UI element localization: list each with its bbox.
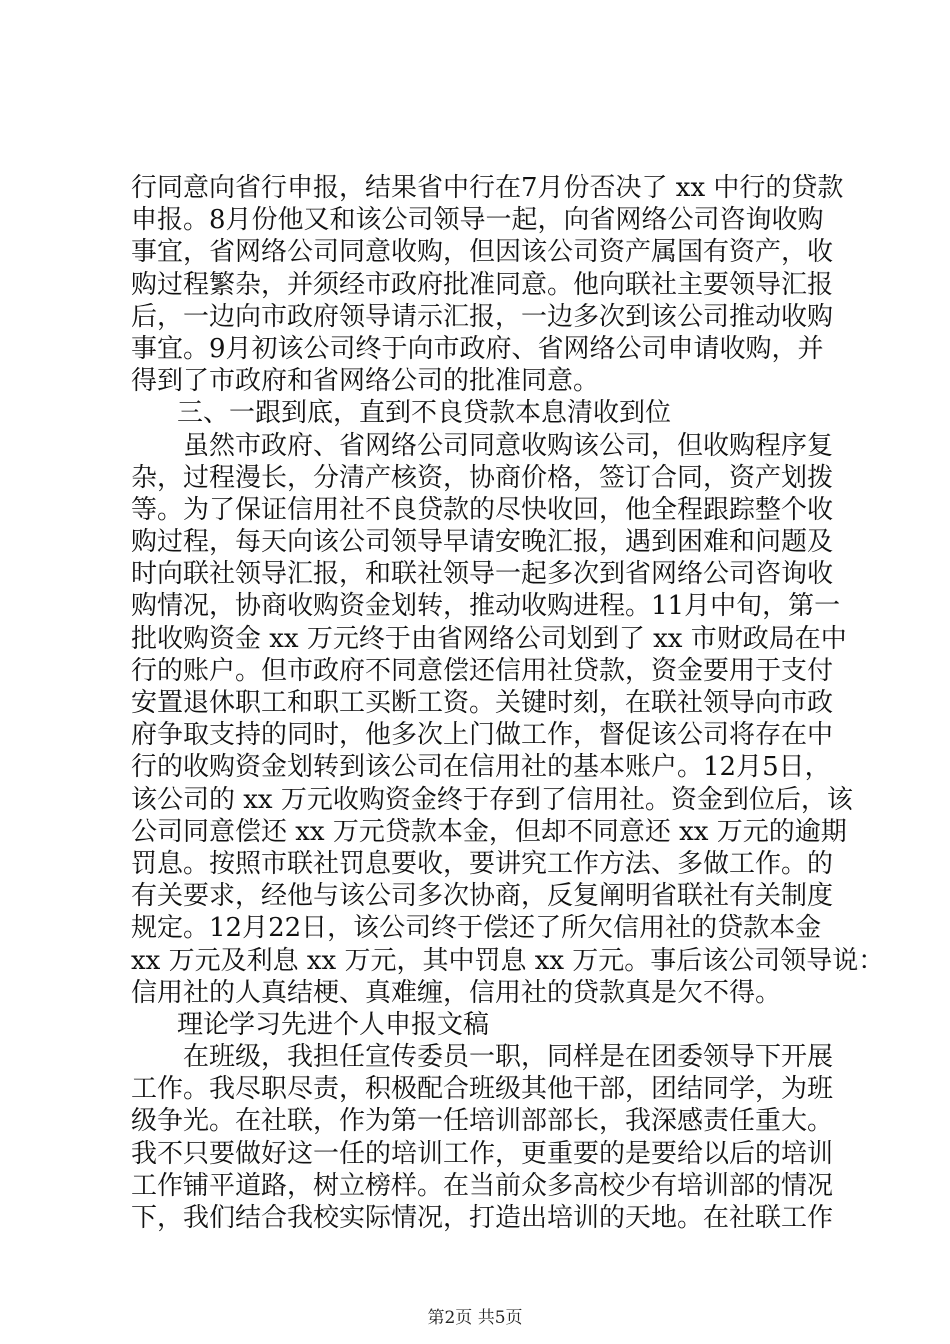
- document-body: [131, 172, 885, 1234]
- section-heading: 三、一跟到底，直到不良贷款本息清收到位: [177, 398, 672, 429]
- text-line: 信用社的人真结梗、真难缠，信用社的贷款真是欠不得。: [131, 977, 782, 1008]
- text-line: 购情况，协商收购资金划转，推动收购进程。11月中旬，第一: [131, 591, 841, 622]
- text-line: 得到了市政府和省网络公司的批准同意。: [131, 366, 600, 397]
- text-line: 虽然市政府、省网络公司同意收购该公司，但收购程序复: [183, 430, 834, 461]
- text-line: 购过程繁杂，并须经市政府批准同意。他向联社主要领导汇报: [131, 269, 834, 300]
- page-footer: 第2页 共5页: [427, 1308, 523, 1328]
- text-line: 罚息。按照市联社罚息要收，要讲究工作方法、多做工作。的: [131, 848, 834, 879]
- text-line: 行的收购资金划转到该公司在信用社的基本账户。12月5日，: [131, 752, 831, 783]
- text-line: 规定。12月22日，该公司终于偿还了所欠信用社的贷款本金: [131, 913, 822, 944]
- text-line: 在班级，我担任宣传委员一职，同样是在团委领导下开展: [183, 1042, 834, 1073]
- text-line: 等。为了保证信用社不良贷款的尽快收回，他全程跟踪整个收: [131, 494, 834, 525]
- text-line: 行同意向省行申报，结果省中行在7月份否决了 xx 中行的贷款: [131, 173, 844, 203]
- text-line: 级争光。在社联，作为第一任培训部部长，我深感责任重大。: [131, 1106, 834, 1137]
- text-line: 杂，过程漫长，分清产核资，协商价格，签订合同，资产划拨: [131, 462, 834, 493]
- text-line: 安置退休职工和职工买断工资。关键时刻，在联社领导向市政: [131, 688, 834, 718]
- text-line: 行的账户。但市政府不同意偿还信用社贷款，资金要用于支付: [131, 655, 834, 686]
- text-line: 该公司的 xx 万元收购资金终于存到了信用社。资金到位后，该: [131, 784, 853, 815]
- section-heading: 理论学习先进个人申报文稿: [177, 1009, 490, 1040]
- text-line: 工作。我尽职尽责，积极配合班级其他干部，团结同学，为班: [131, 1074, 834, 1105]
- text-line: 后，一边向市政府领导请示汇报，一边多次到该公司推动收购: [131, 301, 834, 332]
- text-line: 时向联社领导汇报，和联社领导一起多次到省网络公司咨询收: [131, 559, 834, 590]
- text-line: 我不只要做好这一任的培训工作，更重要的是要给以后的培训: [131, 1138, 834, 1169]
- text-line: 购过程，每天向该公司领导早请安晚汇报，遇到困难和问题及: [131, 527, 834, 558]
- text-line: 府争取支持的同时，他多次上门做工作，督促该公司将存在中: [131, 720, 834, 751]
- text-line: 工作铺平道路，树立榜样。在当前众多高校少有培训部的情况: [131, 1170, 834, 1201]
- text-line: 有关要求，经他与该公司多次协商，反复阐明省联社有关制度: [131, 881, 834, 912]
- text-line: xx 万元及利息 xx 万元，其中罚息 xx 万元。事后该公司领导说：: [131, 945, 885, 976]
- text-line: 公司同意偿还 xx 万元贷款本金，但却不同意还 xx 万元的逾期: [131, 816, 847, 847]
- text-line: 事宜。9月初该公司终于向市政府、省网络公司申请收购，并: [131, 333, 824, 364]
- text-line: 批收购资金 xx 万元终于由省网络公司划到了 xx 市财政局在中: [131, 623, 847, 654]
- text-line: 事宜，省网络公司同意收购，但因该公司资产属国有资产，收: [131, 237, 834, 268]
- text-line: 申报。8月份他又和该公司领导一起，向省网络公司咨询收购: [131, 205, 824, 236]
- text-line: 下，我们结合我校实际情况，打造出培训的天地。在社联工作: [131, 1203, 834, 1233]
